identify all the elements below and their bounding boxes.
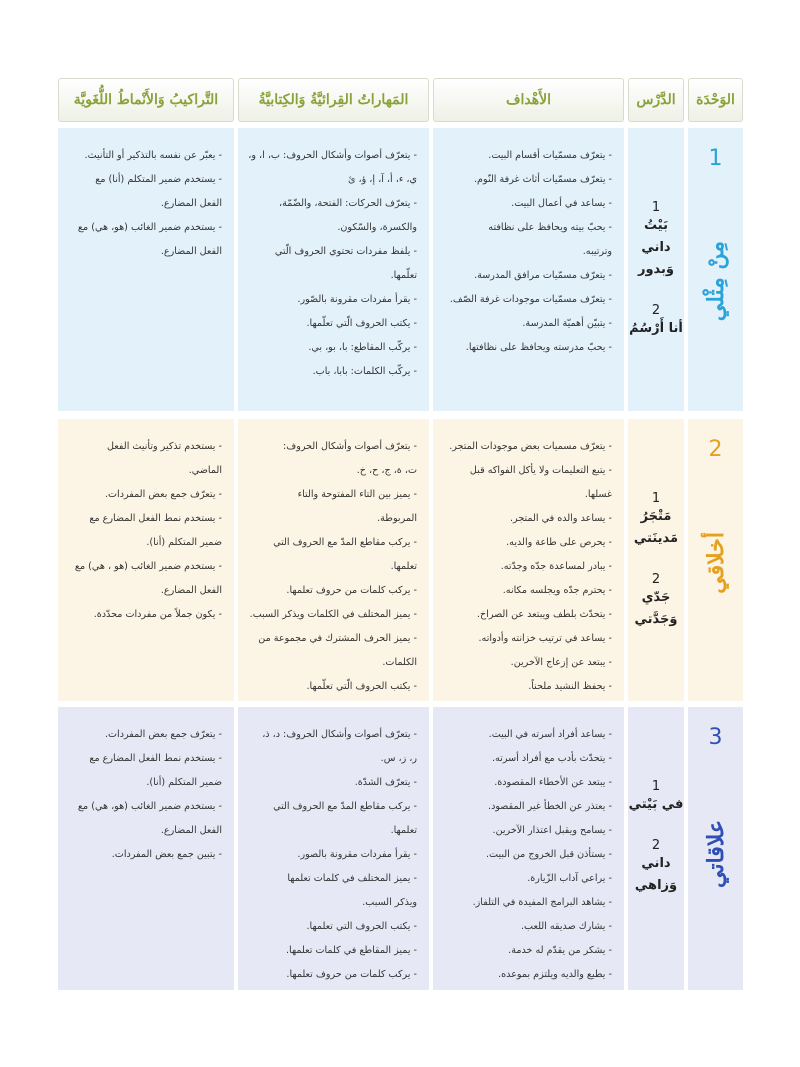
list-item: - يقرأ مفردات مقرونة بالصور. bbox=[244, 843, 417, 867]
lesson-number: 2 bbox=[651, 572, 661, 587]
list-item: وترتيبه. bbox=[582, 246, 612, 257]
list-item: - يكون جملاً من مفردات محدّدة. bbox=[64, 603, 222, 627]
list-item: الكلمات. bbox=[382, 657, 417, 668]
list-item: ر، ز، س. bbox=[380, 753, 417, 764]
list-item: الماضي. bbox=[188, 465, 222, 476]
list-item: - يتبيّن أهميّة المدرسة. bbox=[439, 312, 612, 336]
list-item: المربوطة. bbox=[377, 513, 417, 524]
list-item: - يساعد أفراد أسرته في البيت. bbox=[439, 723, 612, 747]
list-item: - يتبع التعليمات ولا يأكل الفواكه قبل bbox=[439, 459, 612, 483]
lesson-name: مَدينَتي bbox=[633, 531, 679, 546]
lesson-number: 1 bbox=[651, 200, 661, 215]
list-item: - يستخدم ضمير الغائب (هو ، هي) مع bbox=[64, 555, 222, 579]
list-item: - يراعي آداب الزّيارة. bbox=[439, 867, 612, 891]
list-item: - يستخدم ضمير المتكلم (أنا) مع bbox=[64, 168, 222, 192]
list-item: - يميز الحرف المشترك في مجموعة من bbox=[244, 627, 417, 651]
structures-list bbox=[64, 144, 222, 264]
header-skills: المَهاراتُ القِرائيَّةُ وَالكِتابيَّةُ bbox=[238, 78, 429, 122]
list-item: - يكتب الحروف الّتي تعلّمها. bbox=[244, 675, 417, 699]
list-item: - يستخدم نمط الفعل المضارع مع bbox=[64, 507, 222, 531]
goals-cell bbox=[433, 419, 624, 701]
list-item: - يشاهد البرامج المفيدة في التلفاز. bbox=[439, 891, 612, 915]
list-item: - يكتب الحروف التي تعلمها. bbox=[244, 915, 417, 939]
list-item: - يتعرّف جمع بعض المفردات. bbox=[64, 723, 222, 747]
list-item: الفعل المضارع. bbox=[160, 246, 222, 257]
list-item: ضمير المتكلم (أنا). bbox=[146, 537, 222, 548]
lesson-name: في بَيْتي bbox=[628, 797, 684, 812]
list-item: - يتعرّف الشدّة. bbox=[244, 771, 417, 795]
lesson-block bbox=[635, 838, 677, 897]
list-item: - يتبين جمع بعض المفردات. bbox=[64, 843, 222, 867]
header-goals: الأَهْداف bbox=[433, 78, 624, 122]
list-item: - يساعد في أعمال البيت. bbox=[439, 192, 612, 216]
list-item: - يتعرّف أصوات وأشكال الحروف: د، ذ، bbox=[244, 723, 417, 747]
list-item: - يستخدم ضمير الغائب (هو، هي) مع bbox=[64, 216, 222, 240]
header-unit: الوَحْدَة bbox=[688, 78, 743, 122]
lesson-block bbox=[629, 303, 683, 340]
list-item: - يساعد في ترتيب خزانته وأدواته. bbox=[439, 627, 612, 651]
goals-cell bbox=[433, 128, 624, 411]
list-item: - يستخدم تذكير وتأنيث الفعل bbox=[64, 435, 222, 459]
unit-cell bbox=[688, 419, 743, 701]
list-item: - يتعرّف جمع بعض المفردات. bbox=[64, 483, 222, 507]
list-item: - يحفظ النشيد ملحناً. bbox=[439, 675, 612, 699]
structures-cell bbox=[58, 707, 234, 990]
structures-cell bbox=[58, 128, 234, 411]
unit-title: مِنْ مِثْلي bbox=[702, 241, 729, 322]
goals-list bbox=[439, 723, 612, 987]
list-item: - يتعرّف مسمّيات موجودات غرفة الصّف. bbox=[439, 288, 612, 312]
list-item: - يستخدم نمط الفعل المضارع مع bbox=[64, 747, 222, 771]
list-item: ضمير المتكلم (أنا). bbox=[146, 777, 222, 788]
list-item: - يتعرّف مسميات بعض موجودات المتجر. bbox=[439, 435, 612, 459]
list-item: - يسامح ويقبل اعتذار الآخرين. bbox=[439, 819, 612, 843]
list-item: - يحترم جدّه ويجلسه مكانه. bbox=[439, 579, 612, 603]
lesson-name: مَتْجَرُ bbox=[640, 509, 672, 524]
list-item: غسلها. bbox=[584, 489, 612, 500]
structures-list bbox=[64, 435, 222, 627]
goals-list bbox=[439, 144, 612, 360]
unit-title: أخلاقي bbox=[702, 532, 729, 594]
goals-cell bbox=[433, 707, 624, 990]
lesson-number: 2 bbox=[651, 303, 661, 318]
skills-cell bbox=[238, 419, 429, 701]
list-item: - يبتعد عن الأخطاء المقصودة. bbox=[439, 771, 612, 795]
skills-list bbox=[244, 144, 417, 384]
lesson-block bbox=[635, 572, 678, 631]
list-item: ويذكر السبب. bbox=[362, 897, 417, 908]
list-item: - يستأذن قبل الخروج من البيت. bbox=[439, 843, 612, 867]
structures-cell bbox=[58, 419, 234, 701]
lesson-name: بَيْتُ داني bbox=[641, 218, 671, 255]
list-item: - يميز بين التاء المفتوحة والتاء bbox=[244, 483, 417, 507]
list-item: ت، ة، ج، ح، خ. bbox=[356, 465, 417, 476]
list-item: - يشارك صديقه اللعب. bbox=[439, 915, 612, 939]
list-item: - يميز المقاطع في كلمات تعلمها. bbox=[244, 939, 417, 963]
list-item: - يعتذر عن الخطأ غير المقصود. bbox=[439, 795, 612, 819]
list-item: الفعل المضارع. bbox=[160, 825, 222, 836]
list-item: - يتعرّف مسمّيات أقسام البيت. bbox=[439, 144, 612, 168]
lesson-name: وَبدور bbox=[637, 262, 675, 277]
list-item: تعلمها. bbox=[390, 825, 417, 836]
lesson-cell bbox=[628, 707, 684, 990]
skills-cell bbox=[238, 707, 429, 990]
header-lesson: الدَّرْس bbox=[628, 78, 684, 122]
list-item: والكسرة، والسّكون. bbox=[337, 222, 417, 233]
list-item: - يتحدّث بلطف ويبتعد عن الصراخ. bbox=[439, 603, 612, 627]
list-item: - يميز المختلف في الكلمات ويذكر السبب. bbox=[244, 603, 417, 627]
list-item: - يلفظ مفردات تحتوي الحروف الّتي bbox=[244, 240, 417, 264]
unit-title: علاقاتي bbox=[702, 820, 729, 888]
skills-list bbox=[244, 723, 417, 987]
list-item: - يتعرّف الحركات: الفتحة، والضّمّة، bbox=[244, 192, 417, 216]
list-item: - يركّب الكلمات: بابا، باب. bbox=[244, 360, 417, 384]
list-item: - يستخدم ضمير الغائب (هو، هي) مع bbox=[64, 795, 222, 819]
list-item: - يشكر من يقدّم له خدمة. bbox=[439, 939, 612, 963]
unit-number: 3 bbox=[708, 725, 723, 750]
list-item: - يتعرّف مسمّيات أثاث غرفة النّوم. bbox=[439, 168, 612, 192]
lesson-block bbox=[634, 491, 678, 550]
list-item: - يساعد والده في المتجر. bbox=[439, 507, 612, 531]
structures-list bbox=[64, 723, 222, 867]
unit-cell bbox=[688, 707, 743, 990]
lesson-cell bbox=[628, 128, 684, 411]
list-item: ي، ء، أ، آ، إ، ؤ، ئ bbox=[347, 174, 417, 185]
lesson-cell bbox=[628, 419, 684, 701]
lesson-block bbox=[628, 200, 684, 281]
list-item: الفعل المضارع. bbox=[160, 198, 222, 209]
list-item: - يحرص على طاعة والديه. bbox=[439, 531, 612, 555]
list-item: - يبادر لمساعدة جدّه وجدّته. bbox=[439, 555, 612, 579]
list-item: - يحبّ مدرسته ويحافظ على نظافتها. bbox=[439, 336, 612, 360]
lesson-block bbox=[629, 779, 684, 816]
list-item: تعلمها. bbox=[390, 561, 417, 572]
lesson-name: داني bbox=[641, 856, 671, 871]
header-structures: التَّراكيبُ وَالأَنْماطُ اللُّغَويَّة bbox=[58, 78, 234, 122]
lesson-number: 1 bbox=[651, 491, 661, 506]
list-item: - يميز المختلف في كلمات تعلمها bbox=[244, 867, 417, 891]
list-item: - يركب مقاطع المدّ مع الحروف التي bbox=[244, 531, 417, 555]
list-item: - يركّب المقاطع: با، بو، بي. bbox=[244, 336, 417, 360]
list-item: - يحبّ بيته ويحافظ على نظافته bbox=[439, 216, 612, 240]
goals-list bbox=[439, 435, 612, 699]
list-item: - يعبّر عن نفسه بالتذكير أو التأنيث. bbox=[64, 144, 222, 168]
unit-number: 2 bbox=[708, 437, 723, 462]
unit-cell bbox=[688, 128, 743, 411]
list-item: - يركب كلمات من حروف تعلمها. bbox=[244, 579, 417, 603]
list-item: - يتعرّف مسمّيات مرافق المدرسة. bbox=[439, 264, 612, 288]
list-item: - يكتب الحروف الّتي تعلّمها. bbox=[244, 312, 417, 336]
lesson-name: أنا أَرْسُمُ bbox=[629, 321, 683, 336]
list-item: - يتحدّث بأدب مع أفراد أسرته. bbox=[439, 747, 612, 771]
lesson-name: جَدّي bbox=[641, 590, 671, 605]
unit-number: 1 bbox=[708, 146, 723, 171]
list-item: - يقرأ مفردات مقرونة بالصّور. bbox=[244, 288, 417, 312]
skills-cell bbox=[238, 128, 429, 411]
list-item: - يتعرّف أصوات وأشكال الحروف: bbox=[244, 435, 417, 459]
list-item: - يركب مقاطع المدّ مع الحروف التي bbox=[244, 795, 417, 819]
list-item: تعلّمها. bbox=[390, 270, 417, 281]
list-item: - يبتعد عن إزعاج الآخرين. bbox=[439, 651, 612, 675]
lesson-name: وَزاهي bbox=[634, 878, 678, 893]
lesson-name: وَجَدَّتي bbox=[634, 612, 678, 627]
list-item: - يركب كلمات من حروف تعلمها. bbox=[244, 963, 417, 987]
lesson-number: 1 bbox=[651, 779, 661, 794]
skills-list bbox=[244, 435, 417, 699]
list-item: - يطيع والديه ويلتزم بموعده. bbox=[439, 963, 612, 987]
lesson-number: 2 bbox=[651, 838, 661, 853]
list-item: الفعل المضارع. bbox=[160, 585, 222, 596]
list-item: - يتعرّف أصوات وأشكال الحروف: ب، ا، و، bbox=[244, 144, 417, 168]
